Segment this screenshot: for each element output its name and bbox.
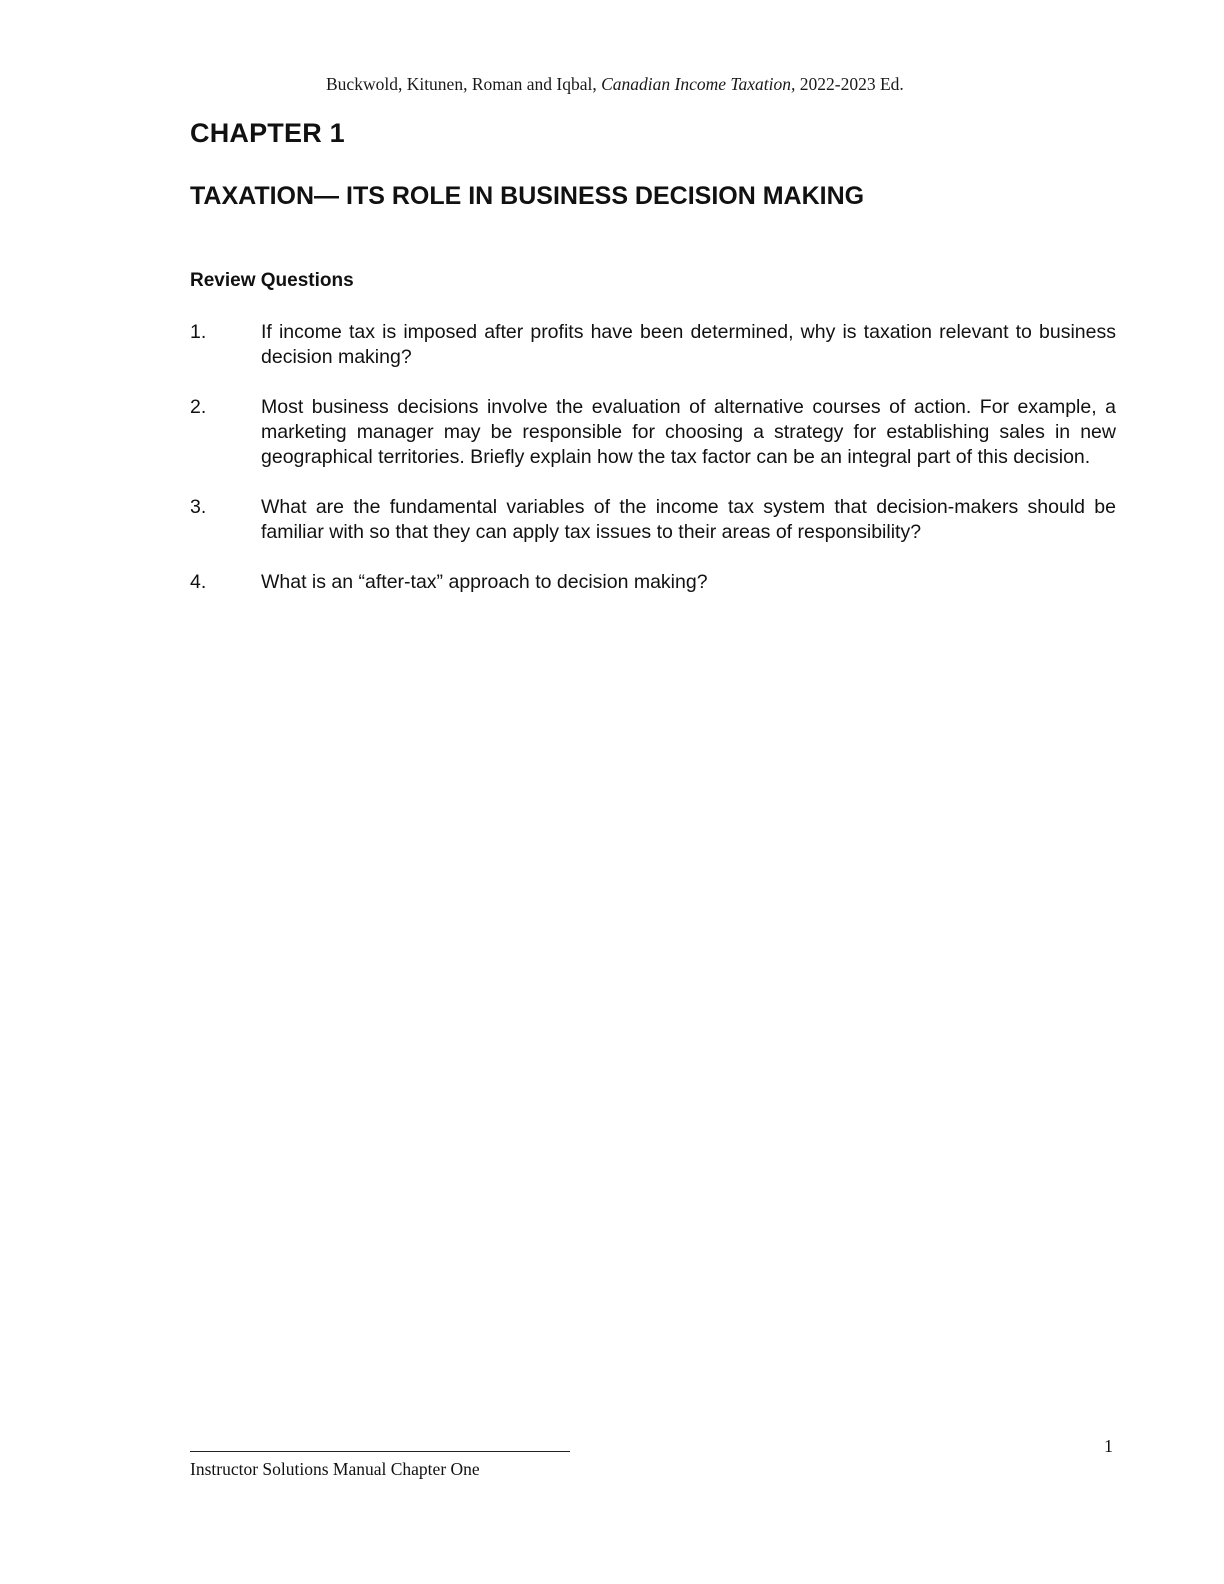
footer-text: Instructor Solutions Manual Chapter One [190,1459,480,1479]
question-number: 4. [190,571,207,593]
question-number: 2. [190,396,207,418]
footer-divider [190,1451,570,1452]
section-heading: Review Questions [190,270,354,291]
question-text: Most business decisions involve the evaluation of alternative courses of action. For example, a marketing manager may be responsible for choosing a strategy for establishing sales in new geographical territories. Briefly explain how the tax factor can be an integral part of this decision. [261,396,1116,468]
list-item [190,395,1116,470]
list-item [190,495,1116,545]
list-item [190,570,1116,595]
chapter-label: CHAPTER 1 [190,118,345,148]
question-text: What is an “after-tax” approach to decision making? [261,571,708,593]
list-item [190,320,1116,370]
running-header [326,74,904,95]
question-text: What are the fundamental variables of the income tax system that decision-makers should be familiar with so that they can apply tax issues to their areas of responsibility? [261,496,1116,543]
header-book-title: Canadian Income Taxation, [601,74,796,94]
page-number: 1 [1104,1436,1113,1456]
question-text: If income tax is imposed after profits have been determined, why is taxation relevant to business decision making? [261,321,1116,368]
review-questions-list [190,320,1116,620]
question-number: 1. [190,321,207,343]
chapter-title: TAXATION— ITS ROLE IN BUSINESS DECISION MAKING [190,182,865,210]
question-number: 3. [190,496,207,518]
header-edition: 2022-2023 Ed. [799,74,904,94]
header-authors: Buckwold, Kitunen, Roman and Iqbal, [326,74,597,94]
